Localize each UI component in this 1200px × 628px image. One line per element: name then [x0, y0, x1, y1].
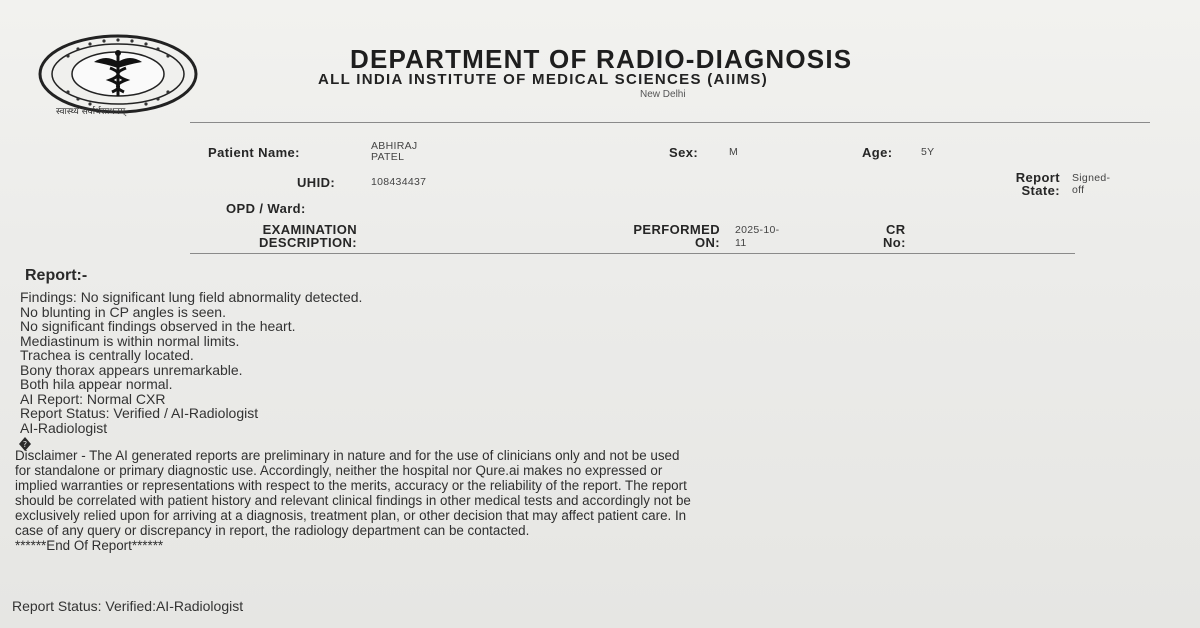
performed-value-2: 11 [735, 237, 747, 249]
finding-line: Findings: No significant lung field abnormality detected. [20, 289, 363, 305]
patient-name-line1: ABHIRAJ [371, 140, 418, 152]
patient-name-line2: PATEL [371, 151, 405, 163]
finding-line: Mediastinum is within normal limits. [20, 332, 240, 349]
finding-line: AI-Radiologist [20, 419, 108, 436]
header-divider [190, 122, 1150, 123]
finding-line: AI Report: Normal CXR [20, 390, 166, 407]
end-of-report: ******End Of Report****** [15, 538, 164, 553]
finding-line: Bony thorax appears unremarkable. [20, 361, 243, 378]
performed-label-2: ON: [694, 235, 720, 250]
disclaimer-line: exclusively relied upon for arriving at a diagnosis, treatment plan, or other decision that may affect patient care. In [15, 508, 687, 523]
finding-line: Report Status: Verified / AI-Radiologist [20, 405, 259, 421]
performed-label-1: PERFORMED [633, 222, 720, 237]
finding-line: No blunting in CP angles is seen. [20, 303, 226, 320]
cr-label-1: CR [886, 222, 906, 237]
svg-text:?: ? [22, 440, 28, 449]
department-title: DEPARTMENT OF RADIO-DIAGNOSIS [350, 44, 853, 74]
disclaimer-line: for standalone or primary diagnostic use. Accordingly, neither the hospital nor Qure.ai makes no expressed or [15, 463, 663, 478]
exam-label-1: EXAMINATION [262, 222, 357, 237]
disclaimer-line: case of any query or discrepancy in report, the radiology department can be contacted. [15, 523, 530, 538]
finding-line: No significant findings observed in the heart. [20, 318, 296, 334]
institute-name: ALL INDIA INSTITUTE OF MEDICAL SCIENCES (AIIMS) [318, 71, 768, 88]
logo-motto: स्वास्थ्यं सर्वार्थसाधनम् [56, 107, 126, 117]
report-state-label-2: State: [1021, 183, 1060, 198]
footer-report-status: Report Status: Verified:AI-Radiologist [12, 598, 244, 614]
exam-label-2: DESCRIPTION: [259, 235, 357, 250]
opd-ward-label: OPD / Ward: [226, 201, 306, 216]
sex-value: M [729, 146, 739, 158]
disclaimer-line: implied warranties or representations with respect to the merits, accuracy or the reliability of the report. The report [15, 478, 687, 493]
report-findings [20, 290, 362, 435]
patient-name-label: Patient Name: [208, 145, 300, 160]
age-label: Age: [862, 145, 893, 160]
uhid-value: 108434437 [371, 176, 427, 188]
finding-line: Both hila appear normal. [20, 376, 173, 392]
disclaimer [15, 448, 1195, 553]
performed-value-1: 2025-10- [735, 224, 780, 236]
institute-city: New Delhi [640, 89, 686, 100]
report-state-label-1: Report [1015, 170, 1060, 185]
patient-divider [190, 253, 1075, 254]
uhid-label: UHID: [297, 175, 336, 190]
cr-label-2: No: [883, 235, 906, 250]
disclaimer-line: should be correlated with patient history and relevant clinical findings in other medical tests and accordingly not be [15, 493, 691, 508]
sex-label: Sex: [669, 145, 699, 160]
report-state-value-2: off [1072, 184, 1085, 196]
report-heading: Report:- [25, 267, 88, 284]
report-state-value-1: Signed- [1072, 172, 1111, 184]
disclaimer-line: Disclaimer - The AI generated reports are preliminary in nature and for the use of clinicians only and not be used [15, 448, 680, 463]
finding-line: Trachea is centrally located. [20, 347, 194, 363]
age-value: 5Y [921, 146, 935, 158]
